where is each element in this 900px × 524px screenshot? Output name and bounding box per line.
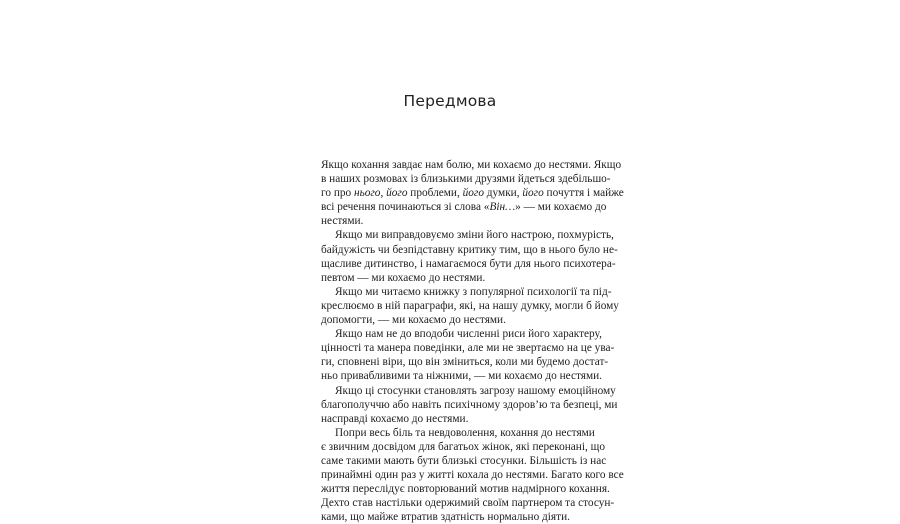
italic-text: його xyxy=(386,187,408,200)
text-line: ками, що майже втратив здатність нормально діяти. xyxy=(321,511,570,524)
text-line: життя переслідує повторюваний мотив надмірного кохання. xyxy=(321,483,610,496)
text-line: Якщо кохання завдає нам болю, ми кохаємо до нестями. Якщо xyxy=(321,159,622,171)
text-line: цінності та манера поведінки, але ми не звертаємо на це ува- xyxy=(321,342,615,355)
paragraph xyxy=(321,384,618,426)
paragraph xyxy=(321,327,615,383)
paragraph xyxy=(321,285,619,327)
text-line: щасливе дитинство, і намагаємося бути для нього психотера- xyxy=(321,257,616,270)
text-line: саме такими мають бути близькі стосунки. Більшість із нас xyxy=(321,454,607,467)
text-line: є звичним досвідом для багатьох жінок, які переконані, що xyxy=(321,440,605,453)
text-line: насправді кохаємо до нестями. xyxy=(321,412,469,425)
text-line: допомогти, — ми кохаємо до нестями. xyxy=(321,314,506,327)
text-line: всі речення починаються зі слова «Він…» — ми кохаємо до xyxy=(321,201,607,214)
text-line: Якщо ці стосунки становлять загрозу нашому емоційному xyxy=(335,384,616,397)
italic-text: нього xyxy=(354,187,381,200)
text-line: Дехто став настільки одержимий своїм партнером та стосун- xyxy=(321,497,615,510)
text-line: благополуччю або навіть психічному здоров’ю та безпеці, ми xyxy=(321,398,618,411)
text-line: принаймні один раз у житті кохала до нестями. Багато кого все xyxy=(321,469,624,482)
paragraph xyxy=(321,158,624,228)
italic-text: Він… xyxy=(489,201,516,214)
text-line: Попри весь біль та невдоволення, кохання до нестями xyxy=(335,426,595,439)
text-line: байдужість чи безпідставну критику тим, що в нього було не- xyxy=(321,243,618,256)
text-line: ньо привабливими та ніжними, — ми кохаємо до нестями. xyxy=(321,370,602,383)
paragraph xyxy=(321,228,618,284)
italic-text: його xyxy=(522,187,544,200)
text-line: певтом — ми кохаємо до нестями. xyxy=(321,271,486,284)
text-line: Якщо ми читаємо книжку з популярної психології та під- xyxy=(335,285,612,298)
text-line: Якщо ми виправдовуємо зміни його настрою, похмурість, xyxy=(335,229,614,242)
text-line: ги, сповнені віри, що він зміниться, коли ми будемо достат- xyxy=(321,356,609,369)
text-line: нестями. xyxy=(321,215,364,228)
text-line: го про нього, його проблеми, його думки, його почуття і майже xyxy=(321,187,624,200)
paragraph xyxy=(321,426,624,524)
text-line: креслюємо в ній параграфи, які, на нашу думку, могли б йому xyxy=(321,299,619,312)
text-line: в наших розмовах із близькими друзями йдеться здебільшо- xyxy=(321,173,611,186)
italic-text: його xyxy=(462,187,484,200)
chapter-title: Передмова xyxy=(403,92,497,110)
text-line: Якщо нам не до вподоби численні риси його характеру, xyxy=(335,328,602,341)
body-text xyxy=(321,158,624,524)
